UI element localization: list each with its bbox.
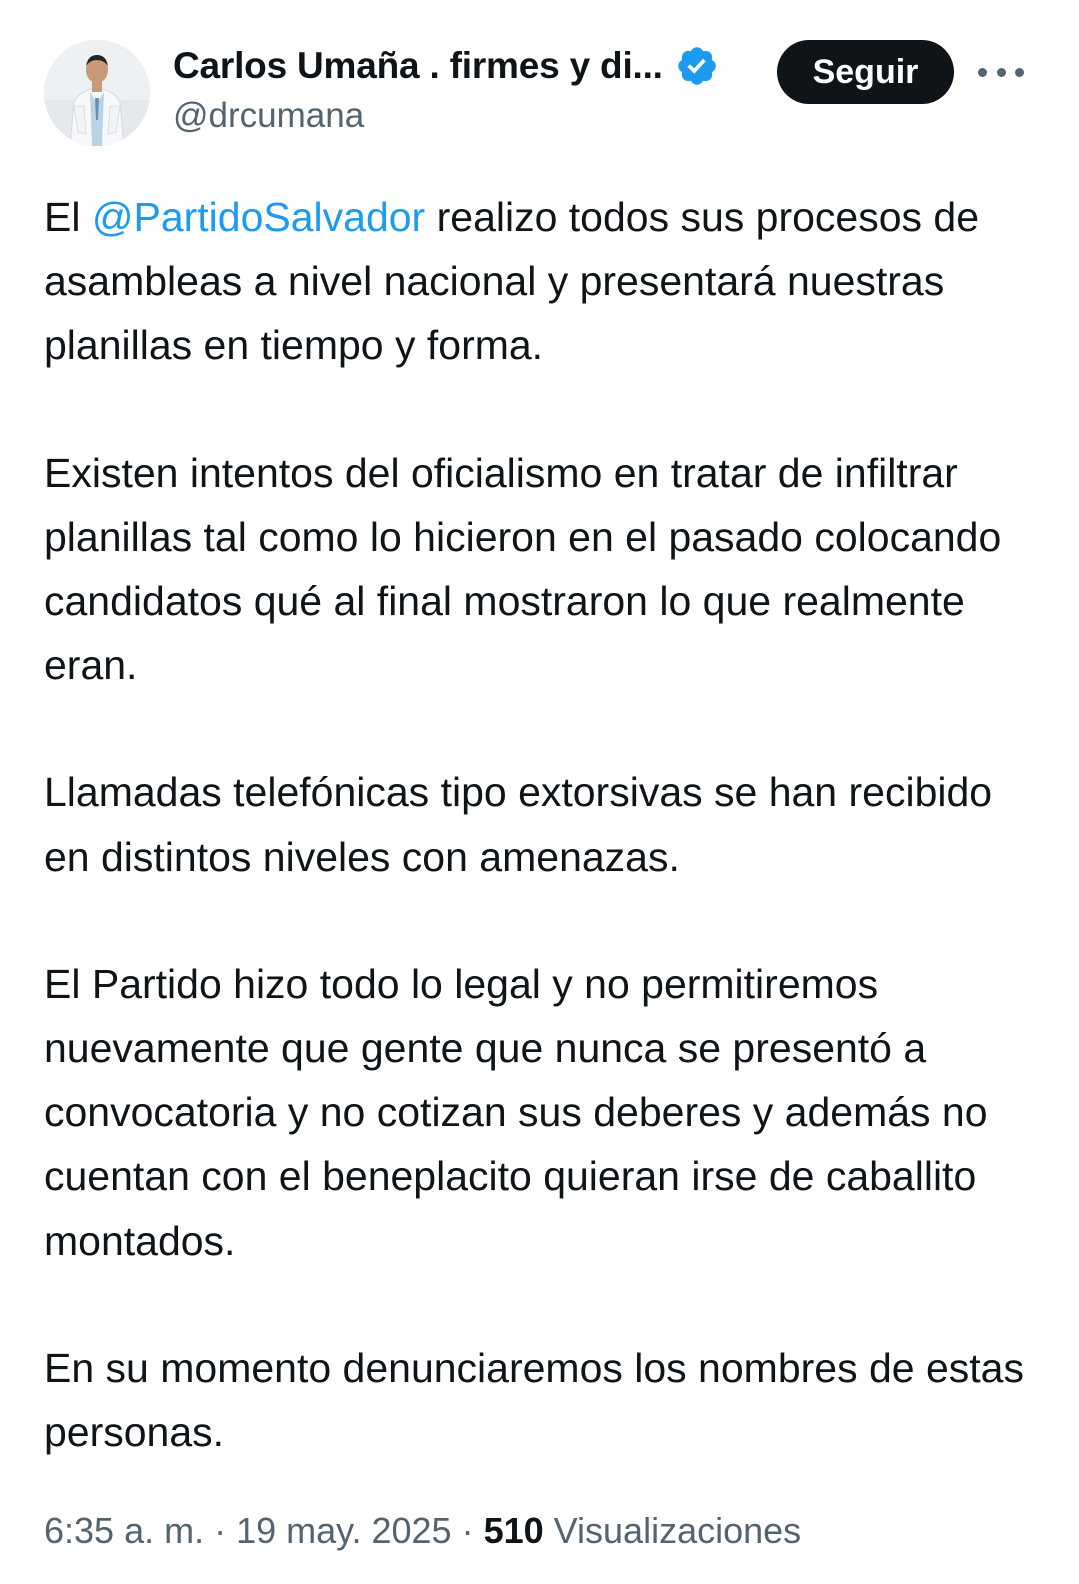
tweet-date[interactable]: 19 may. 2025: [236, 1510, 452, 1551]
tweet-text-segment: El: [44, 194, 92, 240]
views-count: 510: [483, 1510, 544, 1551]
tweet-header: [0, 0, 1079, 160]
follow-button[interactable]: Seguir: [777, 40, 954, 104]
avatar[interactable]: [44, 40, 150, 146]
tweet-paragraph-5: En su momento denunciaremos los nombres de estas personas.: [44, 1344, 1024, 1456]
author-handle[interactable]: @drcumana: [173, 96, 365, 135]
tweet-paragraph-1: [44, 185, 1044, 378]
more-dot: [978, 68, 987, 77]
verified-badge-icon: [675, 44, 719, 88]
more-dot: [997, 68, 1006, 77]
author-name-line: [173, 42, 719, 90]
views-label: Visualizaciones: [553, 1510, 802, 1551]
tweet-text-segment: realizo todos sus procesos de asambleas a nivel nacional y presentará nuestras planillas en tiempo y forma.: [44, 194, 980, 369]
author-display-name[interactable]: Carlos Umaña . firmes y di...: [173, 45, 663, 86]
more-dot: [1015, 68, 1024, 77]
avatar-image: [44, 40, 150, 146]
mention-link[interactable]: @PartidoSalvador: [91, 194, 426, 240]
tweet-paragraph-4: El Partido hizo todo lo legal y no permitiremos nuevamente que gente que nunca se presentó a convocatoria y no cotizan sus deberes y además no cuentan con el beneplacito quieran irse de caballito montados.: [44, 960, 988, 1264]
tweet-text: [44, 185, 1044, 1464]
tweet-paragraph-2: Existen intentos del oficialismo en tratar de infiltrar planillas tal como lo hicieron en el pasado colocando candidatos qué al final mostraron lo que realmente eran.: [44, 449, 1002, 689]
more-horizontal-icon[interactable]: [978, 58, 1024, 86]
tweet-metadata: [44, 1510, 801, 1552]
meta-separator: ·: [451, 1510, 484, 1551]
meta-separator: ·: [204, 1510, 237, 1551]
tweet-paragraph-3: Llamadas telefónicas tipo extorsivas se han recibido en distintos niveles con amenazas.: [44, 769, 993, 880]
tweet-time[interactable]: 6:35 a. m.: [44, 1510, 205, 1551]
